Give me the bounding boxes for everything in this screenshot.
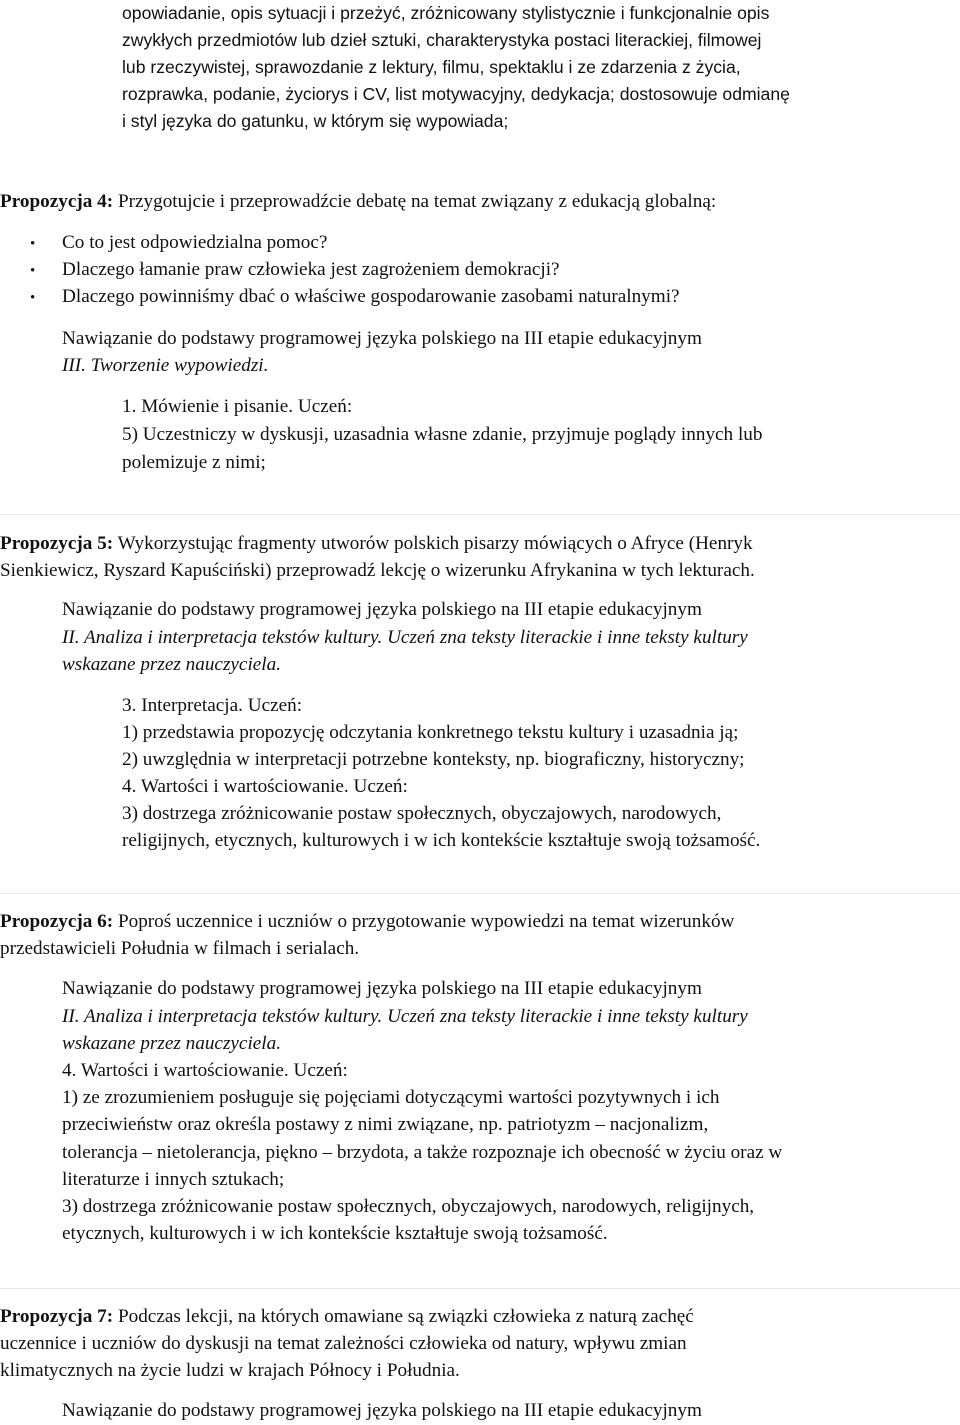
proposal-7-reference: Nawiązanie do podstawy programowej języka polskiego na III etapie edukacyjnym [62,1400,702,1421]
proposal-6-subsection: 4. Wartości i wartościowanie. Uczeń: [62,1060,348,1081]
bullet-icon: • [30,290,36,306]
proposal-6-section-line-1: II. Analiza i interpretacja tekstów kultury. Uczeń zna teksty literackie i inne teksty kultury [62,1006,748,1027]
proposal-7-text-1: Podczas lekcji, na których omawiane są związki człowieka z naturą zachęć [113,1306,694,1327]
bullet-icon: • [30,236,36,252]
proposal-4-label: Propozycja 4: [0,191,114,212]
bullet-icon: • [30,263,36,279]
proposal-4-item-line-1: 5) Uczestniczy w dyskusji, uzasadnia własne zdanie, przyjmuje poglądy innych lub [122,424,763,445]
proposal-4-subsection: 1. Mówienie i pisanie. Uczeń: [122,396,353,417]
proposal-4-heading [0,188,716,215]
proposal-5-item-1: 1) przedstawia propozycję odczytania konkretnego tekstu kultury i uzasadnia ją; [122,722,739,743]
proposal-6-line-4: literaturze i innych sztukach; [62,1169,285,1190]
proposal-6-line-1: 1) ze zrozumieniem posługuje się pojęciami dotyczącymi wartości pozytywnych i ich [62,1087,720,1108]
proposal-5-text-2: Sienkiewicz, Ryszard Kapuściński) przeprowadź lekcję o wizerunku Afrykanina w tych lekturach. [0,560,755,581]
proposal-4-bullet-2: Dlaczego łamanie praw człowieka jest zagrożeniem demokracji? [62,259,560,280]
proposal-4-item-line-2: polemizuje z nimi; [122,452,266,473]
intro-line-1: opowiadanie, opis sytuacji i przeżyć, zróżnicowany stylistycznie i funkcjonalnie opis [122,3,770,23]
proposal-5-item-3-line-2: religijnych, etycznych, kulturowych i w ich kontekście kształtuje swoją tożsamość. [122,830,761,851]
proposal-5-section-line-2: wskazane przez nauczyciela. [62,654,282,675]
proposal-5-item-3-line-1: 3) dostrzega zróżnicowanie postaw społecznych, obyczajowych, narodowych, [122,803,722,824]
section-divider [0,1288,960,1289]
proposal-6-text-2: przedstawicieli Południa w filmach i serialach. [0,938,360,959]
proposal-4-section: III. Tworzenie wypowiedzi. [62,355,269,376]
proposal-4-text: Przygotujcie i przeprowadźcie debatę na temat związany z edukacją globalną: [113,191,717,212]
proposal-6-line-5: 3) dostrzega zróżnicowanie postaw społecznych, obyczajowych, narodowych, religijnych, [62,1196,755,1217]
proposal-4-reference: Nawiązanie do podstawy programowej języka polskiego na III etapie edukacyjnym [62,328,702,349]
proposal-7-label: Propozycja 7: [0,1306,114,1327]
intro-line-2: zwykłych przedmiotów lub dzieł sztuki, charakterystyka postaci literackiej, filmowej [122,30,762,50]
proposal-6-reference: Nawiązanie do podstawy programowej języka polskiego na III etapie edukacyjnym [62,978,702,999]
proposal-6-text-1: Poproś uczennice i uczniów o przygotowanie wypowiedzi na temat wizerunków [113,911,735,932]
proposal-5-label: Propozycja 5: [0,533,114,554]
proposal-5-section-line-1: II. Analiza i interpretacja tekstów kultury. Uczeń zna teksty literackie i inne teksty kultury [62,627,748,648]
proposal-5-subsection-1: 3. Interpretacja. Uczeń: [122,695,303,716]
proposal-4-bullet-1: Co to jest odpowiedzialna pomoc? [62,232,328,253]
intro-line-3: lub rzeczywistej, sprawozdanie z lektury, filmu, spektaklu i ze zdarzenia z życia, [122,57,741,77]
proposal-6-line-3: tolerancja – nietolerancja, piękno – brzydota, a także rozpoznaje ich obecność w życiu oraz w [62,1142,783,1163]
intro-line-4: rozprawka, podanie, życiorys i CV, list motywacyjny, dedykacja; dostosowuje odmianę [122,84,790,104]
proposal-7-text-2: uczennice i uczniów do dyskusji na temat zależności człowieka od natury, wpływu zmian [0,1333,687,1354]
proposal-5-subsection-2: 4. Wartości i wartościowanie. Uczeń: [122,776,408,797]
proposal-6-section-line-2: wskazane przez nauczyciela. [62,1033,282,1054]
proposal-7-heading [0,1303,694,1330]
intro-line-5: i styl języka do gatunku, w którym się wypowiada; [122,111,509,131]
proposal-6-heading [0,908,734,935]
section-divider [0,893,960,894]
section-divider [0,514,960,515]
proposal-5-text-1: Wykorzystując fragmenty utworów polskich pisarzy mówiących o Afryce (Henryk [113,533,753,554]
proposal-5-item-2: 2) uwzględnia w interpretacji potrzebne konteksty, np. biograficzny, historyczny; [122,749,745,770]
proposal-6-line-6: etycznych, kulturowych i w ich kontekście kształtuje swoją tożsamość. [62,1223,608,1244]
proposal-6-line-2: przeciwieństw oraz określa postawy z nimi związane, np. patriotyzm – nacjonalizm, [62,1114,709,1135]
proposal-4-bullet-3: Dlaczego powinniśmy dbać o właściwe gospodarowanie zasobami naturalnymi? [62,286,680,307]
proposal-5-reference: Nawiązanie do podstawy programowej języka polskiego na III etapie edukacyjnym [62,599,702,620]
proposal-7-text-3: klimatycznych na życie ludzi w krajach Północy i Południa. [0,1360,460,1381]
proposal-5-heading [0,530,753,557]
proposal-6-label: Propozycja 6: [0,911,114,932]
